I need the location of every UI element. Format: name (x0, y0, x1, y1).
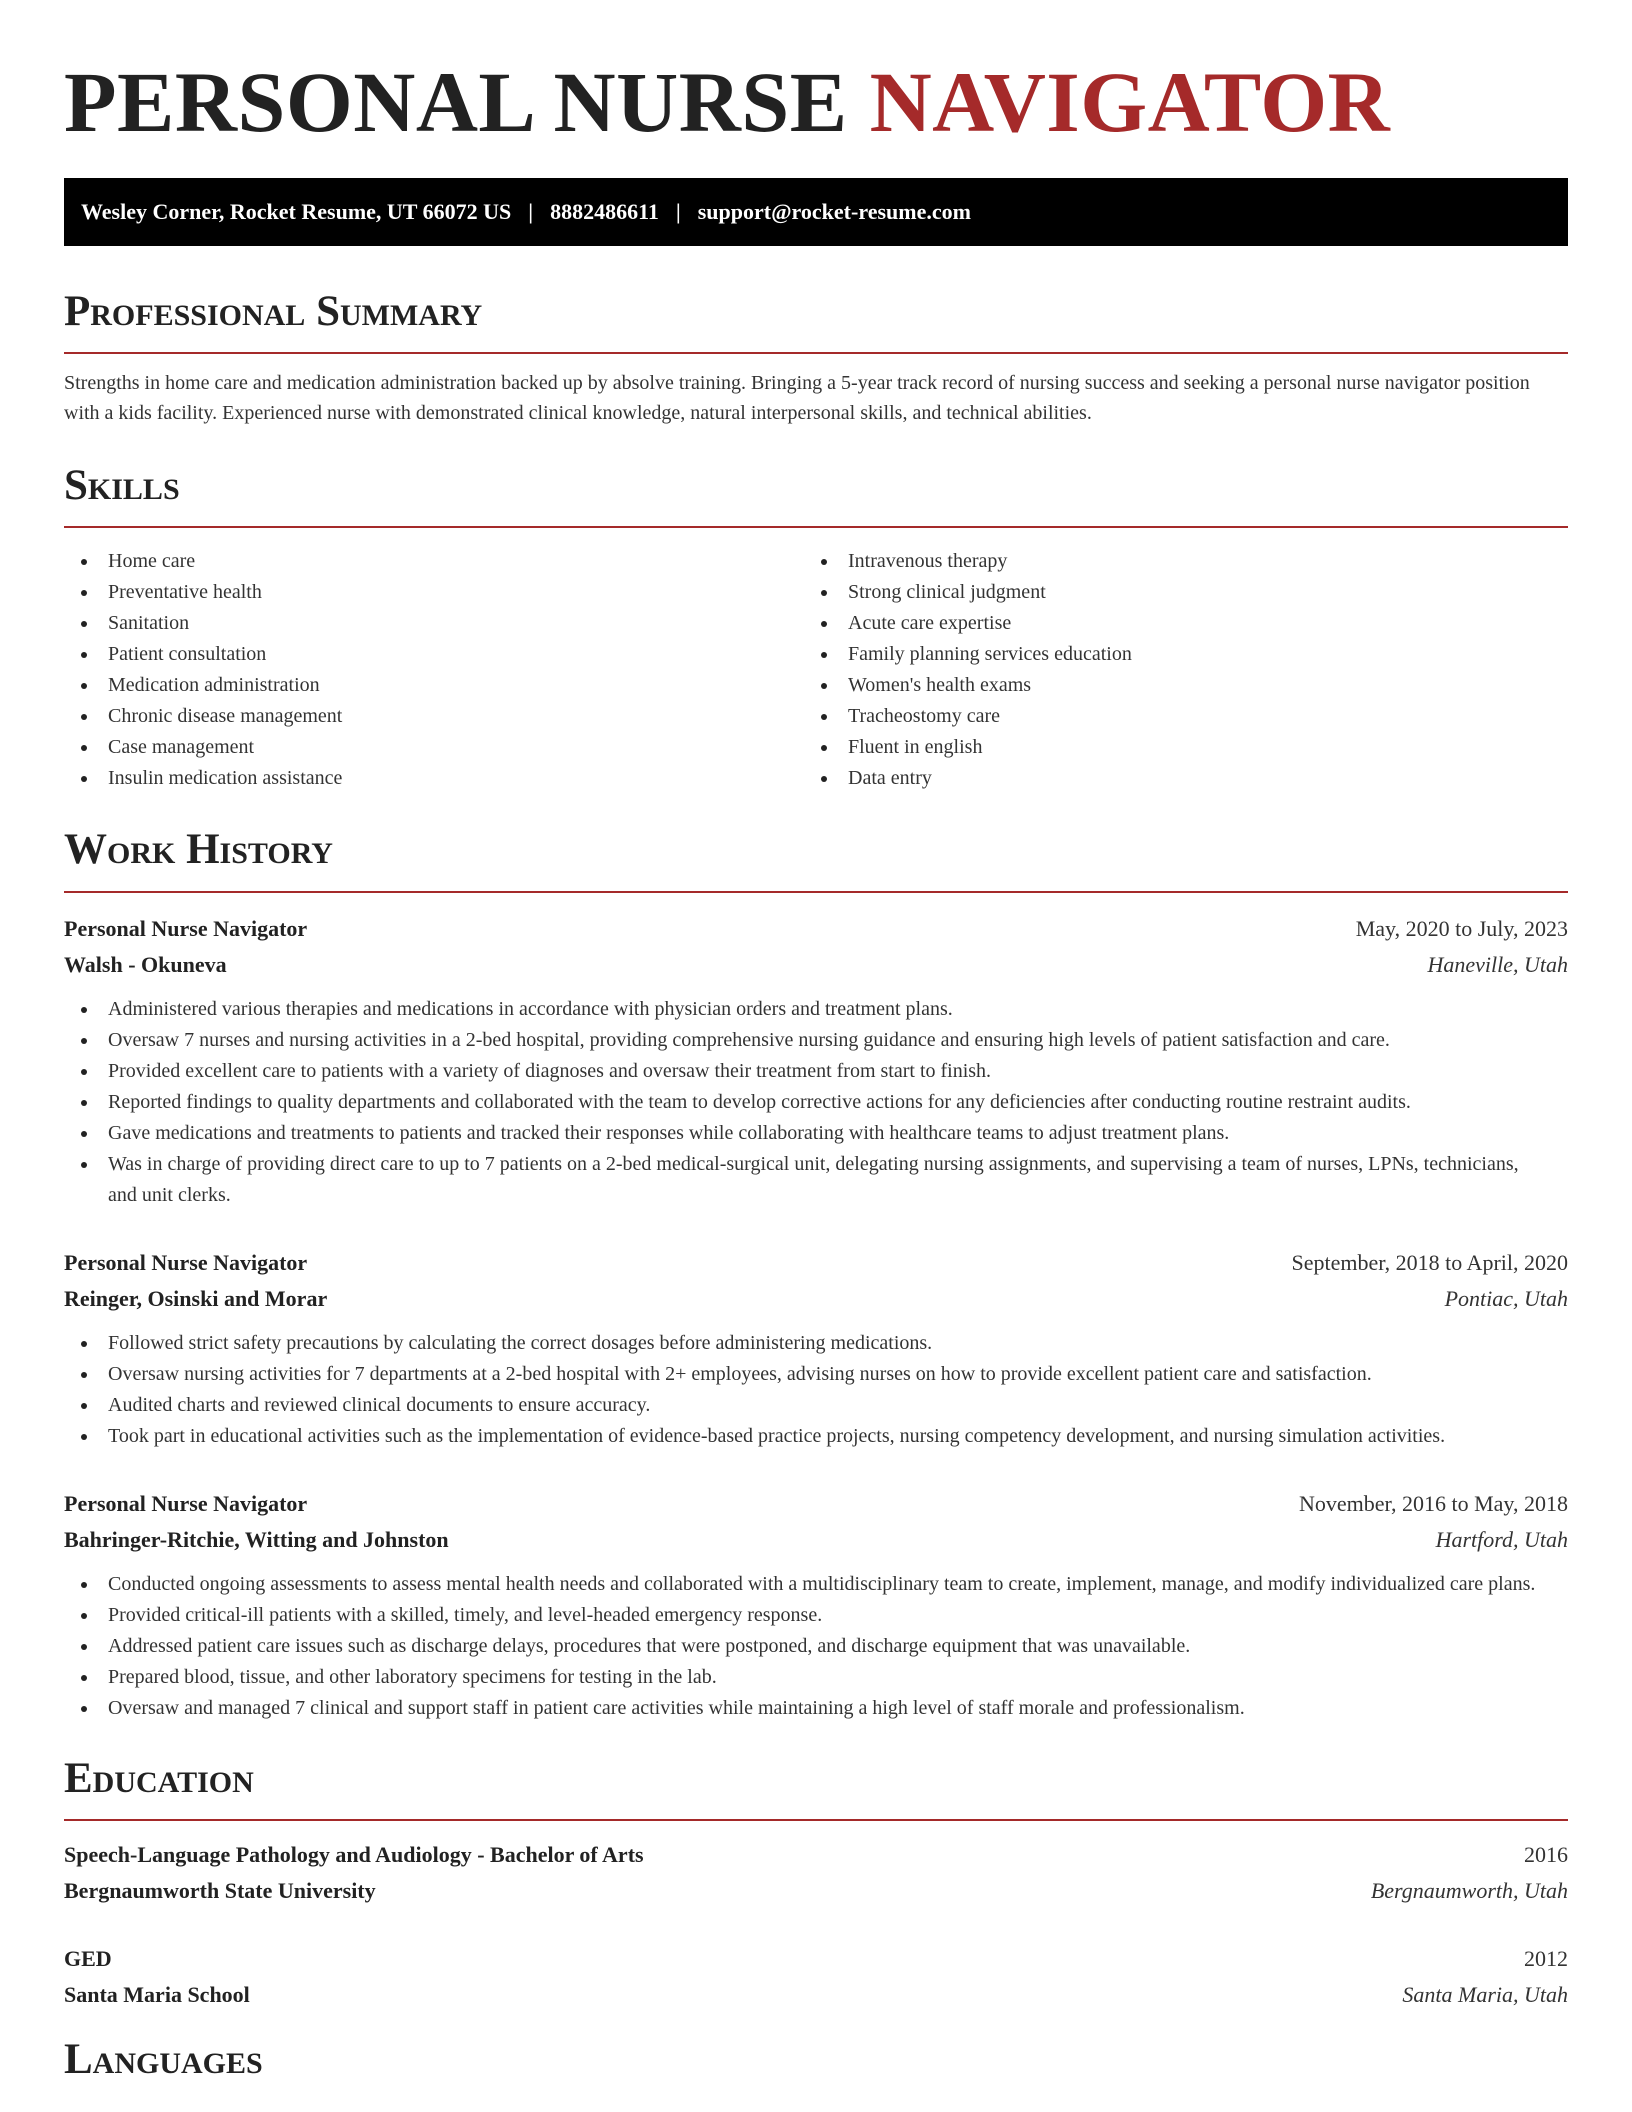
contact-email[interactable]: support@rocket-resume.com (697, 199, 971, 224)
skill-item: Medication administration (64, 670, 804, 701)
education-location: Santa Maria, Utah (1402, 1982, 1568, 2007)
education-year: 2016 (1524, 1842, 1568, 1867)
job-bullet: Provided excellent care to patients with a variety of diagnoses and oversaw their treatment from start to finish. (64, 1056, 1568, 1087)
job-bullet: Administered various therapies and medications in accordance with physician orders and treatment plans. (64, 994, 1568, 1025)
education-degree: GED (64, 1946, 112, 1971)
section-title-languages: Languages (64, 2036, 263, 2083)
education-school-row (64, 1873, 1568, 1909)
job-bullet: Oversaw and managed 7 clinical and support staff in patient care activities while maintaining a high level of staff morale and professionalism. (64, 1693, 1568, 1724)
section-divider (64, 526, 1568, 528)
education-entry (64, 1941, 1568, 2013)
education-year: 2012 (1524, 1946, 1568, 1971)
job-dates: September, 2018 to April, 2020 (1291, 1250, 1568, 1275)
job-company-row (64, 947, 1568, 983)
job-bullets (64, 1569, 1568, 1724)
job-bullet: Provided critical-ill patients with a skilled, timely, and level-headed emergency response. (64, 1600, 1568, 1631)
job-location: Haneville, Utah (1427, 952, 1568, 977)
job-dates: May, 2020 to July, 2023 (1355, 916, 1568, 941)
skills-list (64, 546, 1568, 794)
job-title: Personal Nurse Navigator (64, 1250, 308, 1275)
job-location: Hartford, Utah (1435, 1527, 1568, 1552)
contact-bar (64, 178, 1568, 246)
section-divider (64, 352, 1568, 354)
job-title: Personal Nurse Navigator (64, 916, 308, 941)
education-list (64, 1837, 1568, 2013)
skills-column-left (64, 546, 804, 794)
resume-page (64, 0, 1568, 2086)
summary-text: Strengths in home care and medication administration backed up by absolve training. Bringing a 5-year track record of nursing success and seeking a personal nurse navigator position with a kids facility. Experienced nurse with demonstrated clinical knowledge, natural interpersonal skills, and technical abilities. (64, 372, 1530, 424)
skill-item: Home care (64, 546, 804, 577)
section-divider (64, 1819, 1568, 1821)
education-header-row (64, 1837, 1568, 1873)
section-title-summary: Professional Summary (64, 288, 483, 335)
education-degree: Speech-Language Pathology and Audiology - Bachelor of Arts (64, 1842, 644, 1867)
contact-address: Wesley Corner, Rocket Resume, UT 66072 US (81, 199, 512, 224)
job-entry (64, 911, 1568, 1211)
job-entry (64, 1245, 1568, 1452)
job-company-row (64, 1281, 1568, 1317)
skill-item: Chronic disease management (64, 701, 804, 732)
resume-name (64, 0, 1568, 148)
work-history-list (64, 911, 1568, 1724)
job-bullet: Took part in educational activities such as the implementation of evidence-based practice projects, nursing competency development, and nursing simulation activities. (64, 1421, 1568, 1452)
job-bullet: Audited charts and reviewed clinical documents to ensure accuracy. (64, 1390, 1568, 1421)
name-first-part: PERSONAL NURSE (64, 54, 848, 150)
contact-phone: 8882486611 (550, 199, 659, 224)
contact-separator: | (528, 199, 534, 224)
job-bullet: Oversaw 7 nurses and nursing activities in a 2-bed hospital, providing comprehensive nursing guidance and ensuring high levels of patient satisfaction and care. (64, 1025, 1568, 1056)
skill-item: Women's health exams (804, 670, 1544, 701)
section-title-work-history: Work History (64, 826, 333, 873)
skill-item: Preventative health (64, 577, 804, 608)
job-header-row (64, 1245, 1568, 1281)
job-bullet: Followed strict safety precautions by calculating the correct dosages before administering medications. (64, 1328, 1568, 1359)
job-company: Walsh - Okuneva (64, 952, 227, 977)
job-bullet: Oversaw nursing activities for 7 departments at a 2-bed hospital with 2+ employees, advising nurses on how to provide excellent patient care and satisfaction. (64, 1359, 1568, 1390)
job-bullet: Gave medications and treatments to patients and tracked their responses while collaborating with healthcare teams to adjust treatment plans. (64, 1118, 1568, 1149)
skill-item: Patient consultation (64, 639, 804, 670)
skill-item: Sanitation (64, 608, 804, 639)
education-entry (64, 1837, 1568, 1909)
education-school-row (64, 1977, 1568, 2013)
skill-item: Strong clinical judgment (804, 577, 1544, 608)
job-header-row (64, 1486, 1568, 1522)
education-school: Bergnaumworth State University (64, 1878, 376, 1903)
education-header-row (64, 1941, 1568, 1977)
education-school: Santa Maria School (64, 1982, 250, 2007)
job-entry (64, 1486, 1568, 1724)
skills-column-right (804, 546, 1544, 794)
skill-item: Family planning services education (804, 639, 1544, 670)
skill-item: Case management (64, 732, 804, 763)
section-title-education: Education (64, 1755, 254, 1802)
section-title-skills: Skills (64, 462, 180, 509)
job-company: Bahringer-Ritchie, Witting and Johnston (64, 1527, 449, 1552)
job-bullet: Was in charge of providing direct care to up to 7 patients on a 2-bed medical-surgical unit, delegating nursing assignments, and supervising a team of nurses, LPNs, technicians, and unit clerks. (64, 1149, 1568, 1211)
job-bullets (64, 994, 1568, 1211)
section-divider (64, 891, 1568, 893)
job-bullet: Reported findings to quality departments and collaborated with the team to develop corrective actions for any deficiencies after conducting routine restraint audits. (64, 1087, 1568, 1118)
skill-item: Acute care expertise (804, 608, 1544, 639)
education-location: Bergnaumworth, Utah (1370, 1878, 1568, 1903)
contact-separator: | (675, 199, 681, 224)
skill-item: Intravenous therapy (804, 546, 1544, 577)
job-company: Reinger, Osinski and Morar (64, 1286, 328, 1311)
job-header-row (64, 911, 1568, 947)
job-bullet: Addressed patient care issues such as discharge delays, procedures that were postponed, and discharge equipment that was unavailable. (64, 1631, 1568, 1662)
job-bullet: Prepared blood, tissue, and other laboratory specimens for testing in the lab. (64, 1662, 1568, 1693)
skill-item: Fluent in english (804, 732, 1544, 763)
job-dates: November, 2016 to May, 2018 (1299, 1491, 1568, 1516)
job-bullets (64, 1328, 1568, 1452)
job-title: Personal Nurse Navigator (64, 1491, 308, 1516)
skill-item: Insulin medication assistance (64, 763, 804, 794)
skill-item: Tracheostomy care (804, 701, 1544, 732)
job-company-row (64, 1522, 1568, 1558)
job-location: Pontiac, Utah (1444, 1286, 1568, 1311)
skill-item: Data entry (804, 763, 1544, 794)
job-bullet: Conducted ongoing assessments to assess mental health needs and collaborated with a multidisciplinary team to create, implement, manage, and modify individualized care plans. (64, 1569, 1568, 1600)
name-accent-part: NAVIGATOR (869, 54, 1391, 150)
